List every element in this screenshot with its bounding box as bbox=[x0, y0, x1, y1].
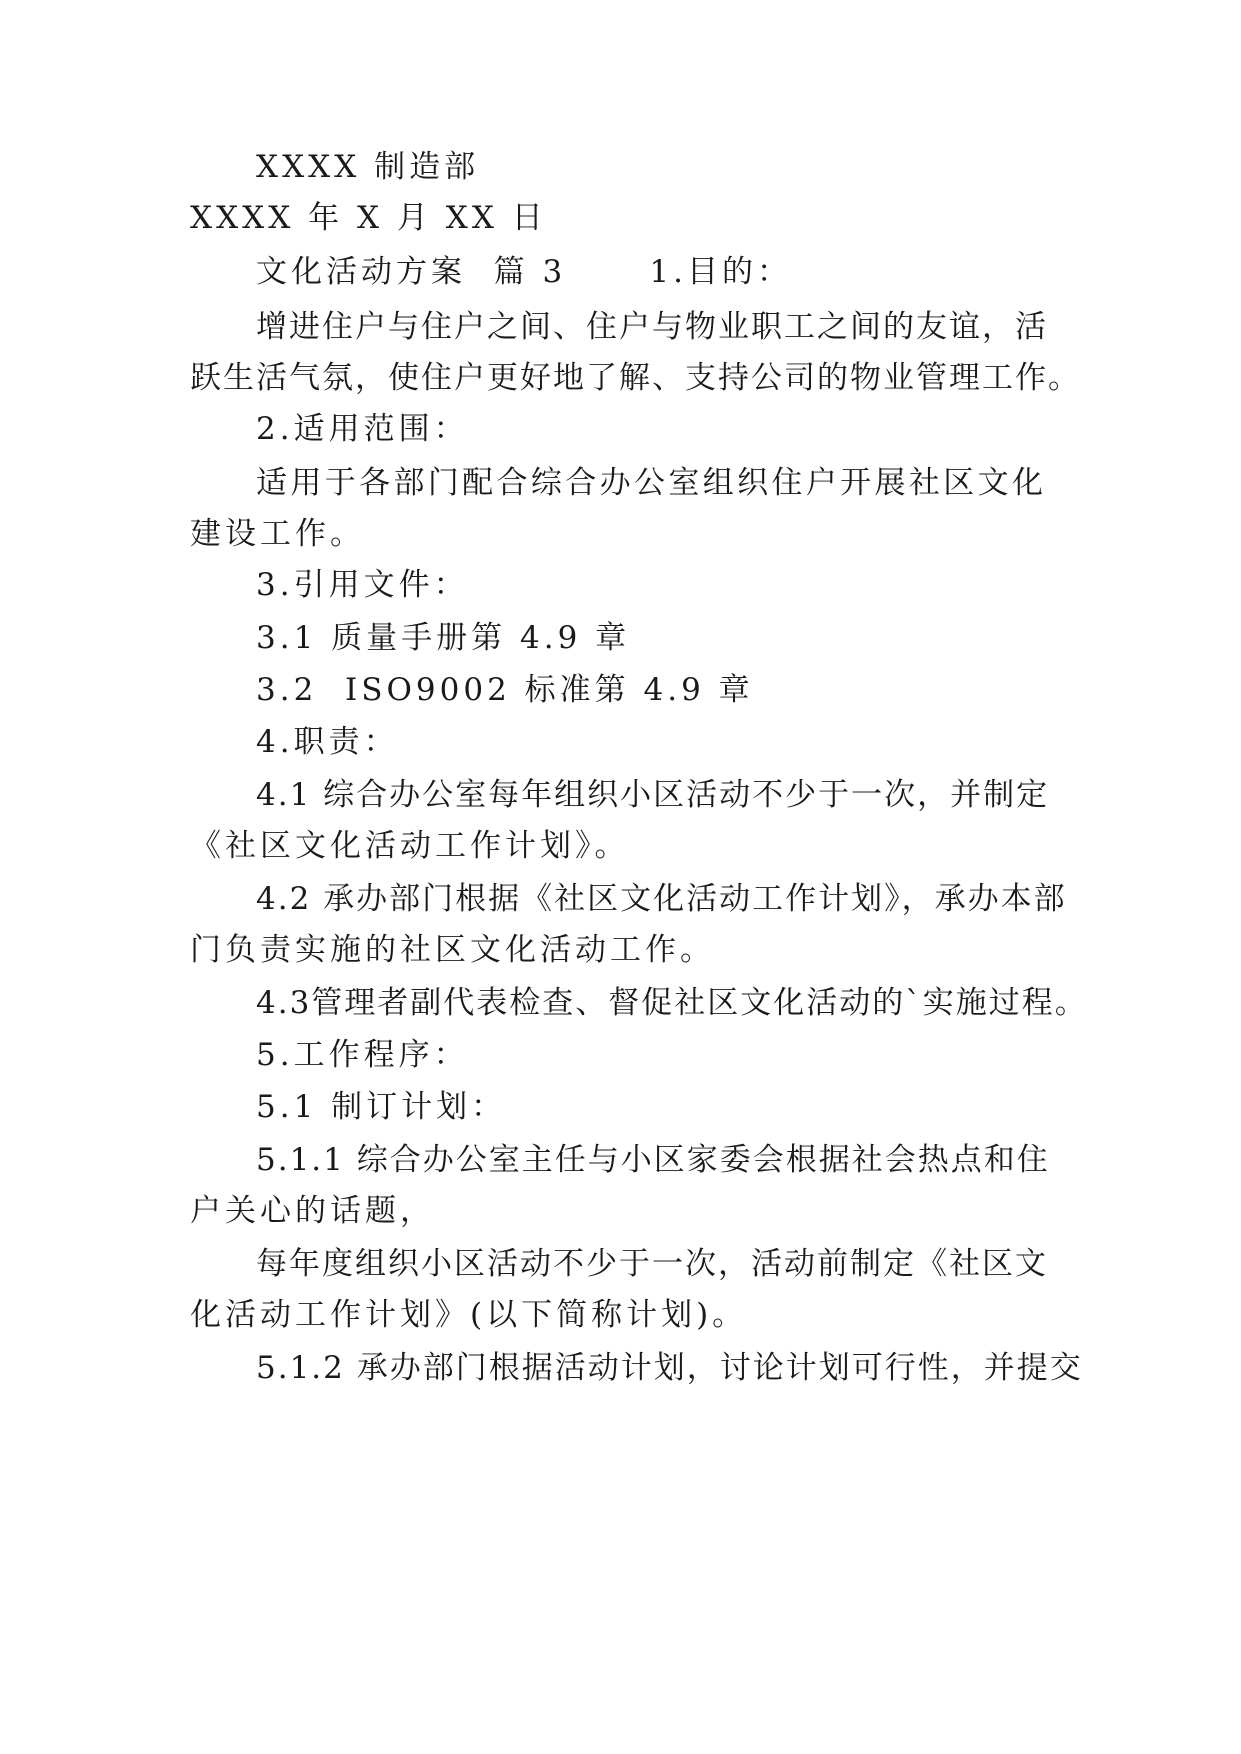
paragraph-line: 门负责实施的社区文化活动工作。 bbox=[190, 932, 715, 968]
paragraph-line: 每年度组织小区活动不少于一次，活动前制定《社区文 bbox=[256, 1246, 1048, 1282]
paragraph-line: 5.1.1 综合办公室主任与小区家委会根据社会热点和住 bbox=[256, 1142, 1050, 1178]
list-item: 3.1 质量手册第 4.9 章 bbox=[256, 620, 631, 656]
department-signature: XXXX 制造部 bbox=[256, 149, 480, 185]
paragraph-line: 《社区文化活动工作计划》。 bbox=[190, 828, 630, 864]
subheading: 5.1 制订计划： bbox=[256, 1089, 507, 1125]
subheading: 5.工作程序： bbox=[256, 1037, 469, 1073]
subheading: 4.职责： bbox=[256, 724, 399, 760]
paragraph-line: 4.3管理者副代表检查、督促社区文化活动的`实施过程。 bbox=[256, 985, 1088, 1021]
paragraph-line: 4.1 综合办公室每年组织小区活动不少于一次，并制定 bbox=[256, 777, 1050, 813]
subheading: 2.适用范围： bbox=[256, 411, 469, 447]
section-heading: 文化活动方案 篇 3 1.目的： bbox=[256, 254, 792, 290]
paragraph-line: 5.1.2 承办部门根据活动计划，讨论计划可行性，并提交 bbox=[256, 1350, 1083, 1386]
paragraph-line: 跃生活气氛，使住户更好地了解、支持公司的物业管理工作。 bbox=[190, 360, 1081, 396]
subheading: 3.引用文件： bbox=[256, 567, 469, 603]
list-item: 3.2 ISO9002 标准第 4.9 章 bbox=[256, 672, 754, 708]
paragraph-line: 增进住户与住户之间、住户与物业职工之间的友谊，活 bbox=[256, 309, 1048, 345]
paragraph-line: 化活动工作计划》(以下简称计划)。 bbox=[190, 1297, 748, 1333]
signature-date: XXXX 年 X 月 XX 日 bbox=[190, 200, 547, 236]
paragraph-line: 户关心的话题， bbox=[190, 1193, 435, 1229]
paragraph-line: 4.2 承办部门根据《社区文化活动工作计划》，承办本部 bbox=[256, 881, 1067, 917]
paragraph-line: 建设工作。 bbox=[190, 516, 365, 552]
paragraph-line: 适用于各部门配合综合办公室组织住户开展社区文化 bbox=[256, 465, 1045, 501]
